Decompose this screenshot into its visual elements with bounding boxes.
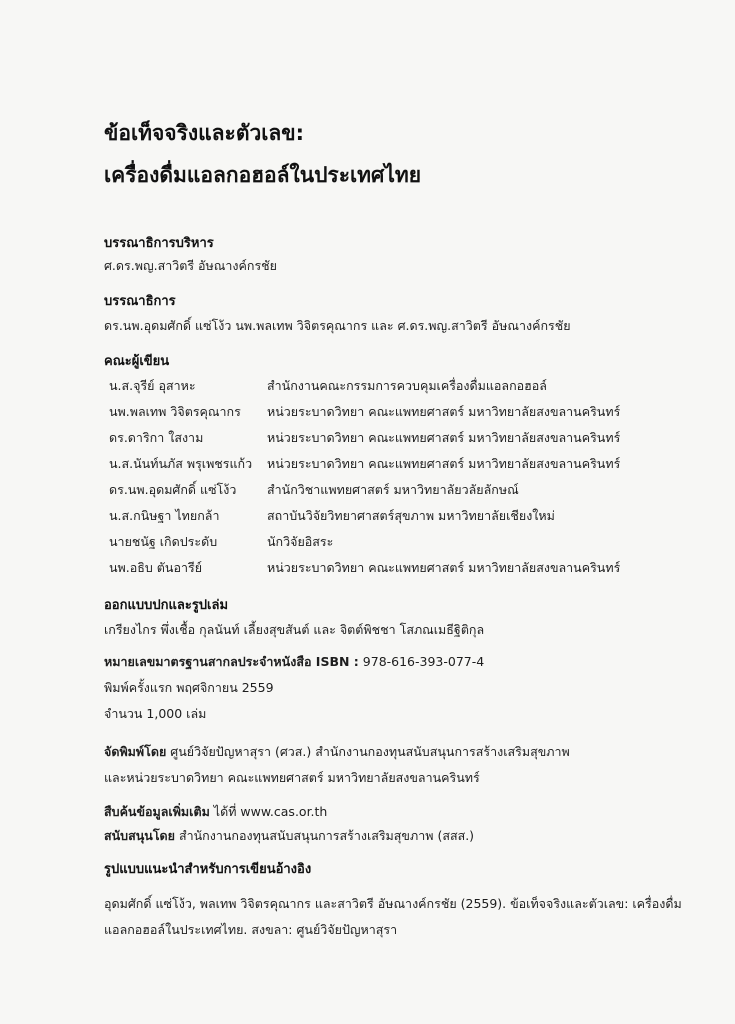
editors-heading: บรรณาธิการ: [104, 294, 176, 309]
editor-in-chief-name: ศ.ดร.พญ.สาวิตรี อัษณางค์กรชัย: [104, 258, 277, 273]
author-affiliation: สำนักงานคณะกรรมการควบคุมเครื่องดื่มแอลกอฮอล์: [267, 378, 547, 393]
author-name: ดร.นพ.อุดมศักดิ์ แซ่โง้ว: [109, 482, 237, 497]
isbn-line: [104, 652, 484, 672]
edition-line: พิมพ์ครั้งแรก พฤศจิกายน 2559: [104, 680, 274, 695]
author-affiliation: หน่วยระบาดวิทยา คณะแพทยศาสตร์ มหาวิทยาลัยสงขลานครินทร์: [267, 430, 621, 445]
author-name: น.ส.กนิษฐา ไทยกล้า: [109, 508, 220, 523]
author-name: น.ส.นันท์นภัส พรุเพชรแก้ว: [109, 456, 253, 471]
author-name: นพ.พลเทพ วิจิตรคุณากร: [109, 404, 241, 419]
isbn-label: หมายเลขมาตรฐานสากลประจำหนังสือ ISBN :: [104, 654, 359, 669]
document-title: [104, 112, 421, 196]
author-name: นายชนัฐ เกิดประดับ: [109, 534, 218, 549]
editors-names: ดร.นพ.อุดมศักดิ์ แซ่โง้ว นพ.พลเทพ วิจิตรคุณากร และ ศ.ดร.พญ.สาวิตรี อัษณางค์กรชัย: [104, 318, 571, 333]
more-info-text: ได้ที่ www.cas.or.th: [209, 804, 328, 819]
publisher-line-1: [104, 742, 570, 762]
author-affiliation: นักวิจัยอิสระ: [267, 534, 334, 549]
sponsor-text: สำนักงานกองทุนสนับสนุนการสร้างเสริมสุขภาพ (สสส.): [174, 828, 475, 843]
publisher-text: ศูนย์วิจัยปัญหาสุรา (ศวส.) สำนักงานกองทุนสนับสนุนการสร้างเสริมสุขภาพ: [166, 744, 570, 759]
sponsor-label: สนับสนุนโดย: [104, 828, 175, 843]
title-line-1: ข้อเท็จจริงและตัวเลข:: [104, 121, 305, 145]
sponsor-line: [104, 826, 474, 846]
author-affiliation: หน่วยระบาดวิทยา คณะแพทยศาสตร์ มหาวิทยาลัยสงขลานครินทร์: [267, 456, 621, 471]
authors-heading: คณะผู้เขียน: [104, 354, 170, 369]
citation-line-1: อุดมศักดิ์ แซ่โง้ว, พลเทพ วิจิตรคุณากร และสาวิตรี อัษณางค์กรชัย (2559). ข้อเท็จจริงและตัวเลข: เครื่องดื่ม: [104, 896, 682, 911]
author-affiliation: สำนักวิชาแพทยศาสตร์ มหาวิทยาลัยวลัยลักษณ์: [267, 482, 519, 497]
publisher-label: จัดพิมพ์โดย: [104, 744, 167, 759]
more-info-label: สืบค้นข้อมูลเพิ่มเติม: [104, 804, 210, 819]
citation-line-2: แอลกอฮอล์ในประเทศไทย. สงขลา: ศูนย์วิจัยปัญหาสุรา: [104, 922, 398, 937]
more-info-line: [104, 802, 327, 822]
author-affiliation: สถาบันวิจัยวิทยาศาสตร์สุขภาพ มหาวิทยาลัยเชียงใหม่: [267, 508, 555, 523]
copies-line: จำนวน 1,000 เล่ม: [104, 706, 207, 721]
design-heading: ออกแบบปกและรูปเล่ม: [104, 598, 229, 613]
author-name: น.ส.จุรีย์ อุสาหะ: [109, 378, 196, 393]
publisher-line-2: และหน่วยระบาดวิทยา คณะแพทยศาสตร์ มหาวิทยาลัยสงขลานครินทร์: [104, 770, 480, 785]
title-line-2: เครื่องดื่มแอลกอฮอล์ในประเทศไทย: [104, 163, 422, 187]
citation-heading: รูปแบบแนะนำสำหรับการเขียนอ้างอิง: [104, 862, 312, 877]
author-name: ดร.ดาริกา ใสงาม: [109, 430, 204, 445]
design-names: เกรียงไกร พึ่งเชื้อ กุลนันท์ เลี้ยงสุขสันต์ และ จิตต์พิชชา โสภณเมธีฐิติกุล: [104, 622, 485, 637]
isbn-value: 978-616-393-077-4: [358, 654, 485, 669]
author-name: นพ.อธิบ ตันอารีย์: [109, 560, 203, 575]
editor-in-chief-heading: บรรณาธิการบริหาร: [104, 236, 214, 251]
author-affiliation: หน่วยระบาดวิทยา คณะแพทยศาสตร์ มหาวิทยาลัยสงขลานครินทร์: [267, 404, 621, 419]
author-affiliation: หน่วยระบาดวิทยา คณะแพทยศาสตร์ มหาวิทยาลัยสงขลานครินทร์: [267, 560, 621, 575]
